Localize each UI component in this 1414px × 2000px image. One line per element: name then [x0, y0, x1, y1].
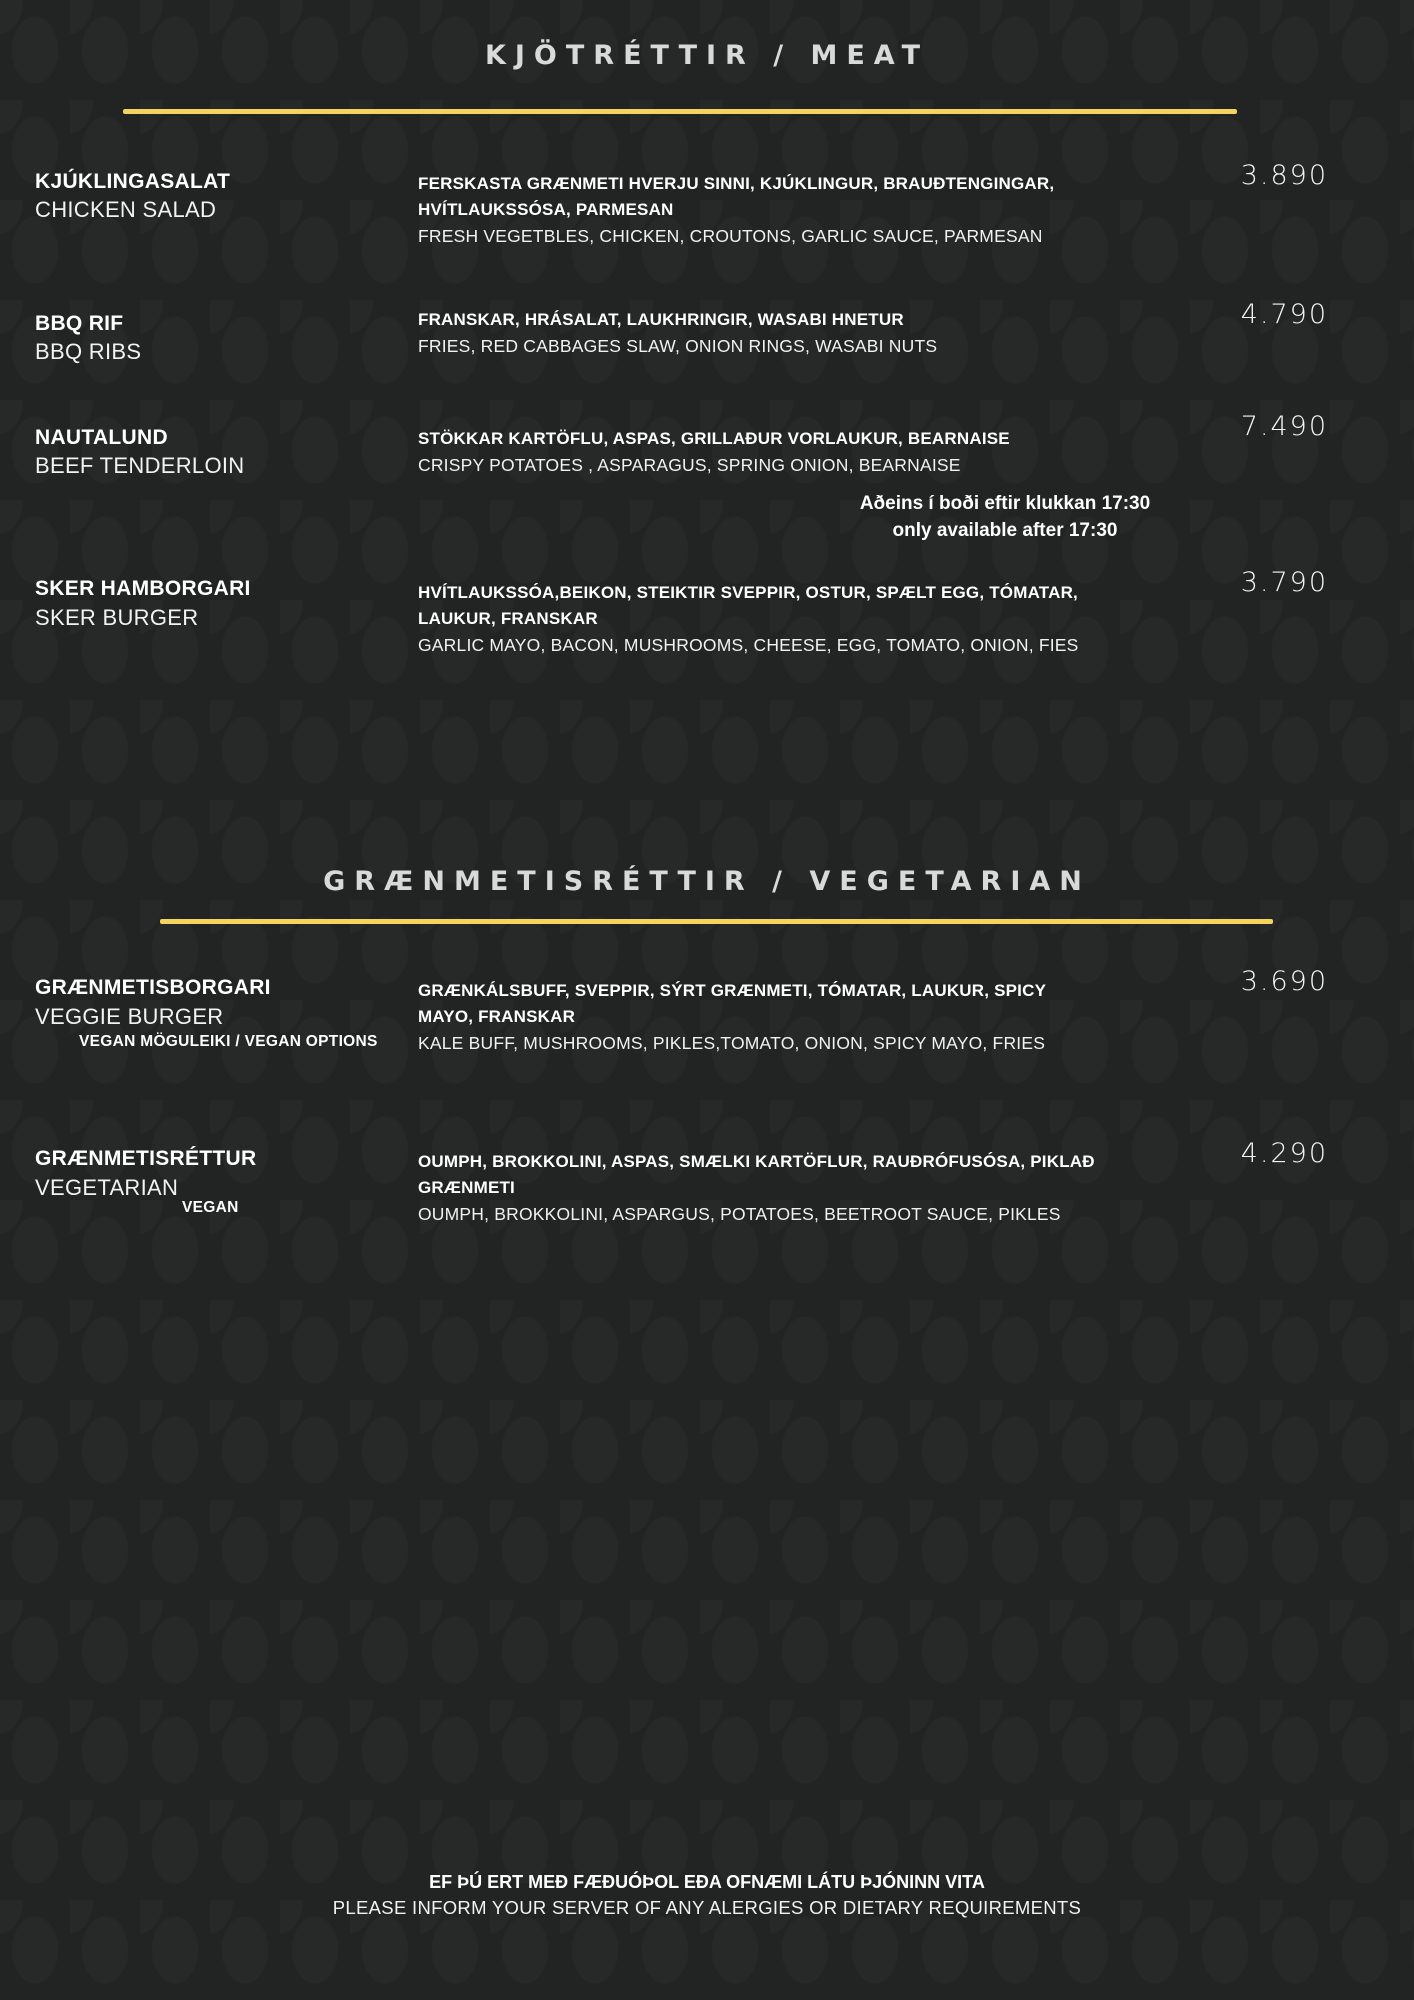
- item-description-en: FRIES, RED CABBAGES SLAW, ONION RINGS, WASABI NUTS: [418, 336, 938, 356]
- item-description-is: FRANSKAR, HRÁSALAT, LAUKHRINGIR, WASABI HNETUR: [418, 310, 904, 329]
- section-divider-vegetarian: [160, 919, 1273, 924]
- item-name-is: BBQ RIF: [35, 312, 124, 335]
- item-description-en: OUMPH, BROKKOLINI, ASPARGUS, POTATOES, BEETROOT SAUCE, PIKLES: [418, 1204, 1061, 1224]
- item-name-is: GRÆNMETISRÉTTUR: [35, 1147, 257, 1170]
- item-description-is: FERSKASTA GRÆNMETI HVERJU SINNI, KJÚKLINGUR, BRAUÐTENGINGAR, HVÍTLAUKSSÓSA, PARMESAN: [418, 174, 1055, 219]
- item-name-en: SKER BURGER: [35, 605, 199, 630]
- item-price: 4.790: [1240, 299, 1328, 330]
- item-price: 7.490: [1240, 411, 1328, 442]
- item-price: 4.290: [1240, 1138, 1328, 1169]
- item-price: 3.790: [1240, 567, 1328, 598]
- section-divider-meat: [123, 109, 1237, 114]
- item-name-is: KJÚKLINGASALAT: [35, 170, 231, 193]
- item-description-is: GRÆNKÁLSBUFF, SVEPPIR, SÝRT GRÆNMETI, TÓMATAR, LAUKUR, SPICY MAYO, FRANSKAR: [418, 981, 1046, 1026]
- allergy-notice: [0, 1869, 1414, 1921]
- item-description: [418, 426, 1098, 478]
- allergy-notice-en: PLEASE INFORM YOUR SERVER OF ANY ALERGIES OR DIETARY REQUIREMENTS: [332, 1897, 1082, 1918]
- item-name-en: VEGGIE BURGER: [35, 1004, 224, 1029]
- item-description-en: KALE BUFF, MUSHROOMS, PIKLES,TOMATO, ONION, SPICY MAYO, FRIES: [418, 1033, 1046, 1053]
- item-description-en: CRISPY POTATOES , ASPARAGUS, SPRING ONION, BEARNAISE: [418, 455, 961, 475]
- vegan-option-note: VEGAN MÖGULEIKI / VEGAN OPTIONS: [79, 1033, 378, 1050]
- item-description: [418, 580, 1098, 658]
- item-price: 3.690: [1240, 966, 1328, 997]
- item-description: [418, 171, 1098, 249]
- availability-note-en: only available after 17:30: [892, 520, 1118, 541]
- item-description-is: OUMPH, BROKKOLINI, ASPAS, SMÆLKI KARTÖFLUR, RAUÐRÓFUSÓSA, PIKLAÐ GRÆNMETI: [418, 1152, 1095, 1197]
- vegan-note: VEGAN: [182, 1199, 239, 1216]
- item-description: [418, 307, 1098, 359]
- section-title-meat: KJÖTRÉTTIR / MEAT: [484, 40, 930, 71]
- item-description-is: STÖKKAR KARTÖFLU, ASPAS, GRILLAÐUR VORLAUKUR, BEARNAISE: [418, 429, 1010, 448]
- allergy-notice-is: EF ÞÚ ERT MEÐ FÆÐUÓÞOL EÐA OFNÆMI LÁTU ÞJÓNINN VITA: [429, 1872, 985, 1892]
- item-name-is: GRÆNMETISBORGARI: [35, 976, 271, 999]
- item-name-en: BBQ RIBS: [35, 339, 142, 364]
- item-price: 3.890: [1240, 160, 1328, 191]
- item-description: [418, 1149, 1098, 1227]
- item-description-en: FRESH VEGETBLES, CHICKEN, CROUTONS, GARLIC SAUCE, PARMESAN: [418, 226, 1043, 246]
- item-description-is: HVÍTLAUKSSÓA,BEIKON, STEIKTIR SVEPPIR, OSTUR, SPÆLT EGG, TÓMATAR, LAUKUR, FRANSKAR: [418, 583, 1078, 628]
- item-name-en: CHICKEN SALAD: [35, 197, 217, 222]
- availability-note: [820, 490, 1190, 544]
- item-name-en: BEEF TENDERLOIN: [35, 453, 245, 478]
- item-name-is: SKER HAMBORGARI: [35, 577, 251, 600]
- item-description-en: GARLIC MAYO, BACON, MUSHROOMS, CHEESE, EGG, TOMATO, ONION, FIES: [418, 635, 1079, 655]
- section-title-vegetarian: GRÆNMETISRÉTTIR / VEGETARIAN: [323, 866, 1091, 897]
- item-description: [418, 978, 1098, 1056]
- availability-note-is: Aðeins í boði eftir klukkan 17:30: [859, 493, 1151, 514]
- item-name-is: NAUTALUND: [35, 426, 168, 449]
- item-name-en: VEGETARIAN: [35, 1175, 179, 1200]
